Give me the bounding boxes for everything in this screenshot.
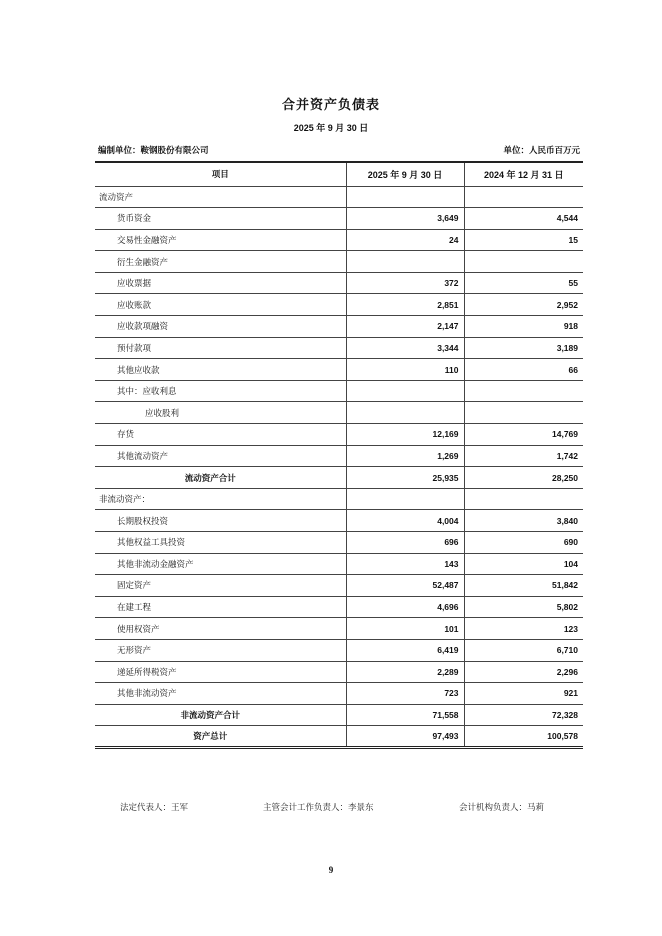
balance-sheet-table (95, 161, 583, 749)
table-row (95, 229, 583, 251)
value-current: 52,487 (346, 575, 464, 597)
report-date: 2025 年 9 月 30 日 (293, 123, 369, 133)
value-prior: 55 (464, 272, 583, 294)
value-prior: 1,742 (464, 445, 583, 467)
row-label: 应收款项融资 (95, 316, 346, 338)
value-prior: 100,578 (464, 726, 583, 748)
table-row (95, 251, 583, 273)
table-row (95, 424, 583, 446)
table-row (95, 445, 583, 467)
row-label: 长期股权投资 (95, 510, 346, 532)
value-current: 24 (346, 229, 464, 251)
value-current: 143 (346, 553, 464, 575)
value-prior: 2,952 (464, 294, 583, 316)
value-prior (464, 402, 583, 424)
value-current: 372 (346, 272, 464, 294)
value-current (346, 380, 464, 402)
value-prior: 4,544 (464, 208, 583, 230)
row-label: 存货 (95, 424, 346, 446)
value-prior: 3,840 (464, 510, 583, 532)
page-number: 9 (328, 865, 334, 875)
row-label: 衍生金融资产 (95, 251, 346, 273)
row-label: 应收账款 (95, 294, 346, 316)
table-row (95, 726, 583, 748)
row-label: 其他权益工具投资 (95, 532, 346, 554)
table-row (95, 704, 583, 726)
value-current: 4,004 (346, 510, 464, 532)
value-prior: 15 (464, 229, 583, 251)
value-current (346, 488, 464, 510)
row-label: 在建工程 (95, 596, 346, 618)
value-prior: 3,189 (464, 337, 583, 359)
legal-representative: 法定代表人：王军 (120, 803, 189, 813)
row-label: 使用权资产 (95, 618, 346, 640)
table-row (95, 337, 583, 359)
table-row (95, 532, 583, 554)
value-prior: 72,328 (464, 704, 583, 726)
row-label: 非流动资产： (95, 488, 346, 510)
value-prior: 14,769 (464, 424, 583, 446)
value-current: 3,344 (346, 337, 464, 359)
row-label: 固定资产 (95, 575, 346, 597)
value-current: 2,147 (346, 316, 464, 338)
accounting-head: 主管会计工作负责人：李景东 (263, 803, 374, 813)
column-header-current: 2025 年 9 月 30 日 (346, 162, 464, 186)
value-prior: 2,296 (464, 661, 583, 683)
row-label: 其他非流动资产 (95, 683, 346, 705)
table-row (95, 575, 583, 597)
value-prior: 66 (464, 359, 583, 381)
table-row (95, 510, 583, 532)
column-header-item: 项目 (95, 162, 346, 186)
value-current: 2,289 (346, 661, 464, 683)
row-label: 递延所得税资产 (95, 661, 346, 683)
table-row (95, 316, 583, 338)
accounting-dept-head: 会计机构负责人：马莉 (459, 803, 545, 813)
table-row (95, 553, 583, 575)
value-prior: 690 (464, 532, 583, 554)
row-label: 应收股利 (95, 402, 346, 424)
value-prior: 5,802 (464, 596, 583, 618)
value-prior: 123 (464, 618, 583, 640)
row-label: 应收票据 (95, 272, 346, 294)
value-current (346, 402, 464, 424)
table-row (95, 618, 583, 640)
value-current: 110 (346, 359, 464, 381)
value-current: 723 (346, 683, 464, 705)
row-label: 其他非流动金融资产 (95, 553, 346, 575)
table-row (95, 402, 583, 424)
table-header-row (95, 162, 583, 186)
table-row (95, 272, 583, 294)
table-row (95, 208, 583, 230)
row-label: 其他应收款 (95, 359, 346, 381)
row-label: 预付款项 (95, 337, 346, 359)
preparer-label: 编制单位：鞍钢股份有限公司 (98, 146, 209, 156)
row-label: 货币资金 (95, 208, 346, 230)
value-prior: 921 (464, 683, 583, 705)
table-row (95, 596, 583, 618)
row-label: 资产总计 (95, 726, 346, 748)
value-prior: 28,250 (464, 467, 583, 489)
row-label: 流动资产 (95, 186, 346, 208)
page-title: 合并资产负债表 (281, 98, 380, 113)
row-label: 流动资产合计 (95, 467, 346, 489)
value-current (346, 251, 464, 273)
value-prior (464, 251, 583, 273)
table-row (95, 359, 583, 381)
value-current: 1,269 (346, 445, 464, 467)
value-current: 25,935 (346, 467, 464, 489)
column-header-prior: 2024 年 12 月 31 日 (464, 162, 583, 186)
value-current: 101 (346, 618, 464, 640)
table-body (95, 186, 583, 747)
row-label: 非流动资产合计 (95, 704, 346, 726)
value-current: 71,558 (346, 704, 464, 726)
table-row (95, 467, 583, 489)
table-row (95, 488, 583, 510)
value-current: 97,493 (346, 726, 464, 748)
table-row (95, 661, 583, 683)
value-prior (464, 380, 583, 402)
value-prior: 51,842 (464, 575, 583, 597)
value-current: 6,419 (346, 639, 464, 661)
value-prior: 918 (464, 316, 583, 338)
value-current: 12,169 (346, 424, 464, 446)
value-current: 696 (346, 532, 464, 554)
value-prior (464, 488, 583, 510)
value-current (346, 186, 464, 208)
row-label: 其他流动资产 (95, 445, 346, 467)
row-label: 无形资产 (95, 639, 346, 661)
table-row (95, 294, 583, 316)
value-prior: 6,710 (464, 639, 583, 661)
row-label: 交易性金融资产 (95, 229, 346, 251)
value-current: 3,649 (346, 208, 464, 230)
row-label: 其中：应收利息 (95, 380, 346, 402)
table-row (95, 186, 583, 208)
value-prior: 104 (464, 553, 583, 575)
value-current: 2,851 (346, 294, 464, 316)
value-current: 4,696 (346, 596, 464, 618)
table-row (95, 683, 583, 705)
unit-label: 单位：人民币百万元 (503, 146, 580, 156)
table-row (95, 639, 583, 661)
table-row (95, 380, 583, 402)
value-prior (464, 186, 583, 208)
